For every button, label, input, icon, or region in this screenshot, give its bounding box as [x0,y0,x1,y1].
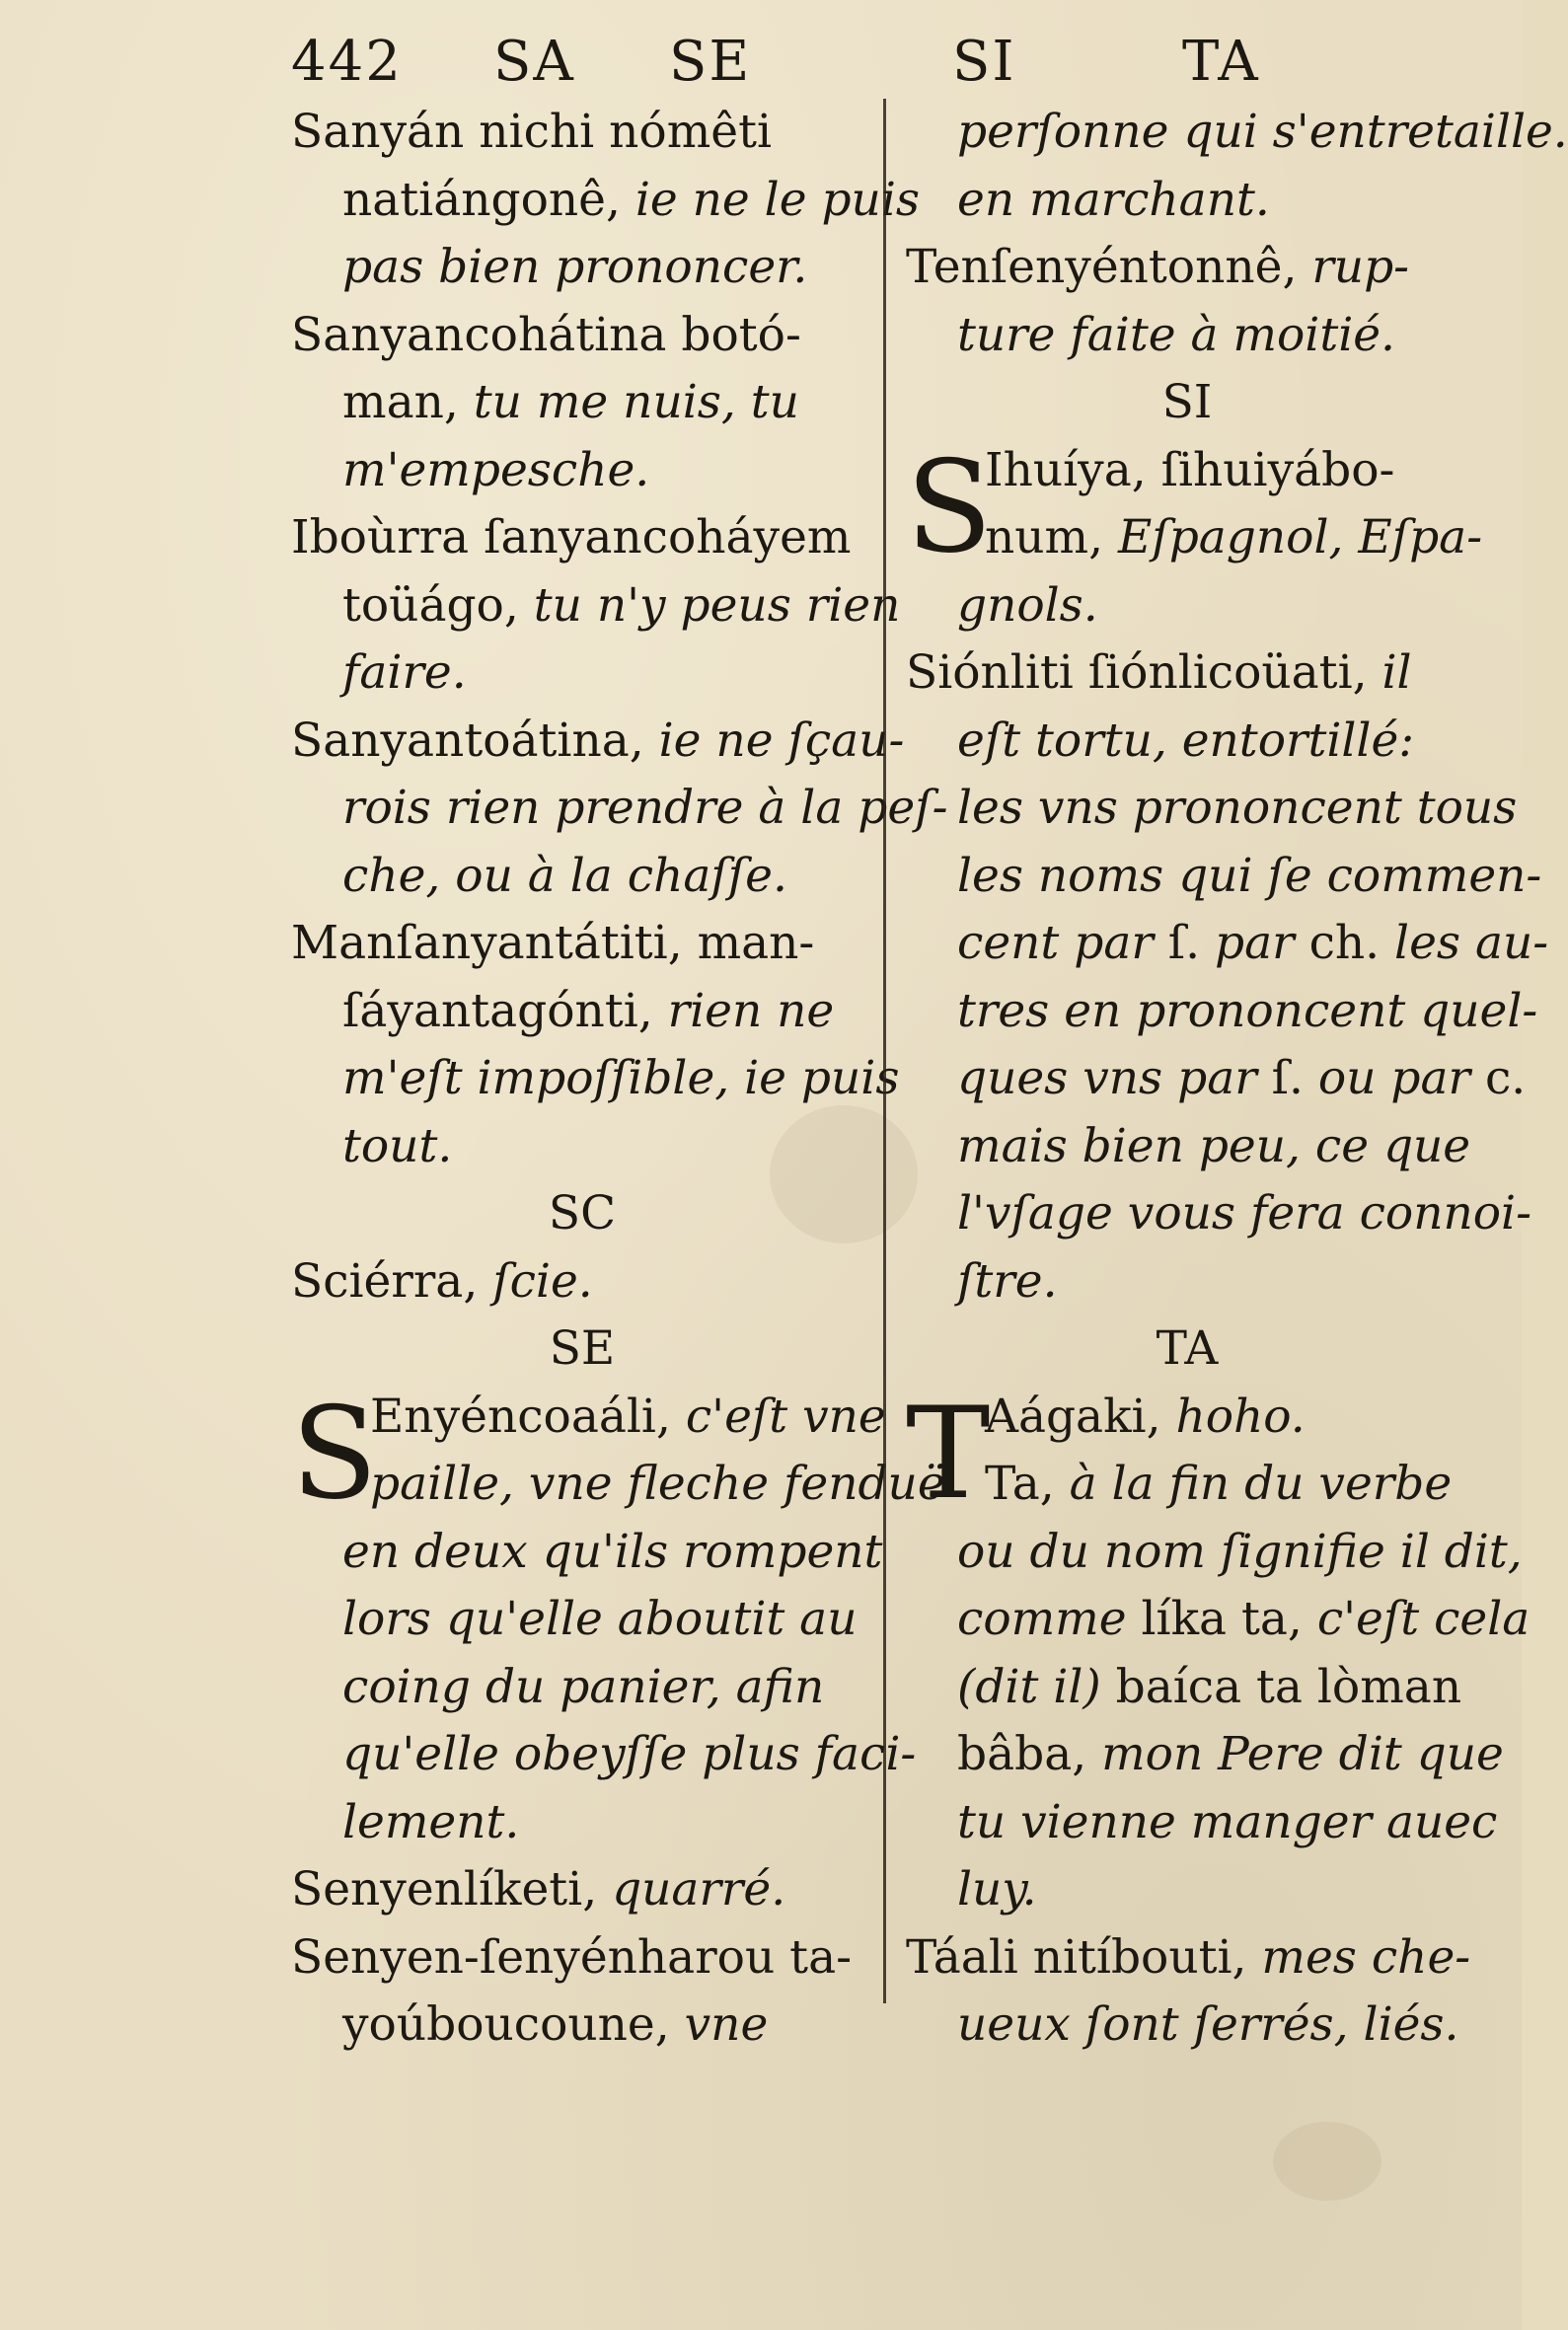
french-gloss: vne [684,1997,769,2052]
section-heading [906,369,1468,437]
headword-text: Sciérra, [291,1253,493,1309]
french-gloss: faire. [342,645,467,700]
drop-cap: S [291,1380,378,1528]
headword-text: SE [549,1321,616,1376]
text-line [906,504,1483,572]
french-gloss: paille, vne fleche fenduë [370,1457,945,1511]
text-line [906,1451,1468,1519]
french-gloss: cent par [957,916,1168,970]
text-line [291,1045,900,1113]
text-line [906,1180,1531,1248]
french-gloss: (dit il) [957,1659,1116,1714]
headword-text: Manſanyantátiti, man- [291,916,815,970]
headword-text: num, [985,510,1118,564]
french-gloss: rois rien prendre à la peſ- [342,781,948,835]
french-gloss: perſonne qui s'entretaille. [957,105,1568,159]
headword-text: Sanyán nichi nómêti [291,105,773,159]
header-left-1: SA [493,30,575,94]
text-line [906,1248,1468,1316]
french-gloss: hoho. [1175,1389,1306,1444]
headword-text: Aágaki, [985,1389,1176,1444]
text-line [291,1992,873,2060]
text-line [291,234,873,302]
text-line [291,910,873,978]
text-line [291,1519,883,1587]
text-line [906,572,1468,640]
section-heading [906,1315,1468,1384]
text-line [906,1586,1531,1654]
headword-text: Senyen-ſenyénharou ta- [291,1929,852,1985]
headword-text: líka ta, [1141,1592,1317,1646]
text-line [906,775,1518,843]
text-line [291,1924,873,1992]
headword-text: Enyéncoaáli, [370,1389,686,1444]
headword-text: c. [1484,1051,1527,1105]
header-right-1: SI [952,30,1016,94]
french-gloss: les au- [1380,916,1549,970]
text-line [906,1924,1471,1992]
text-line [291,1248,873,1316]
text-line [291,1113,873,1181]
headword-text: yoúboucoune, [342,1997,685,2052]
page-number: 442 [291,30,403,94]
headword-text: Táali nitíbouti, [906,1929,1262,1985]
text-line [291,1856,873,1924]
text-line [291,437,873,505]
french-gloss: ſcie. [492,1253,593,1309]
french-gloss: ques vns par [957,1051,1272,1105]
headword-text: SI [1161,375,1213,429]
text-line [906,978,1538,1046]
french-gloss: eſt tortu, entortillé: [957,713,1415,768]
french-gloss: ie ne ſçau- [658,713,905,768]
column-divider [883,99,886,2003]
text-line [291,708,905,776]
french-gloss: l'vſage vous fera connoi- [957,1186,1531,1240]
header-right-2: TA [1182,30,1260,94]
section-heading [291,1180,873,1248]
french-gloss: ie ne le puis [635,172,920,227]
french-gloss: les noms qui ſe commen- [957,848,1542,903]
headword-text: ſ. [1271,1051,1304,1105]
headword-text: Iboùrra ſanyancoháyem [291,510,852,564]
headword-text: baíca ta lòman [1115,1659,1462,1714]
french-gloss: Eſpagnol, Eſpa- [1118,510,1483,564]
french-gloss: pas bien prononcer. [342,240,808,294]
text-line [291,1586,873,1654]
section-heading [291,1315,873,1384]
drop-cap: S [906,433,993,581]
text-line [906,302,1468,370]
text-line [291,639,873,708]
headword-text: man, [342,375,474,429]
text-line [291,1721,917,1789]
french-gloss: mes che- [1261,1929,1471,1985]
french-gloss: mon Pere dit que [1101,1727,1504,1781]
paper-stain [1273,2122,1381,2201]
french-gloss: m'empesche. [342,442,650,497]
french-gloss: c'eſt vne [685,1389,886,1444]
french-gloss: rup- [1311,240,1410,294]
headword-text: ch. [1308,916,1381,970]
french-gloss: à la fin du verbe [1069,1457,1453,1511]
french-gloss: che, ou à la chaſſe. [342,848,787,903]
text-line [291,302,873,370]
french-gloss: tres en prononcent quel- [957,983,1538,1038]
header-left-2: SE [669,30,752,94]
text-line [906,708,1468,776]
text-line [291,843,873,911]
headword-text: Sanyantoátina, [291,713,659,768]
french-gloss: les vns prononcent tous [957,781,1518,835]
text-line [906,234,1468,302]
headword-text: Siónliti ſiónlicoüati, [906,645,1382,700]
headword-text: SC [548,1186,617,1240]
headword-text: Ta, [985,1457,1070,1511]
text-line [906,99,1568,167]
text-line [906,1721,1504,1789]
headword-text: ſáyantagónti, [342,983,668,1038]
french-gloss: ueux ſont ſerrés, liés. [957,1997,1459,2052]
text-line [906,639,1468,708]
text-line [291,167,920,235]
french-gloss: ou du nom ſignifie il dit, [957,1524,1523,1579]
headword-text: bâba, [957,1727,1102,1781]
french-gloss: lors qu'elle aboutit au [342,1592,858,1646]
headword-text: Sanyancohátina botó- [291,307,801,362]
right-column [906,99,1568,2060]
french-gloss: tu n'y peus rien [533,577,901,633]
text-line [906,1519,1523,1587]
text-line [906,167,1468,235]
french-gloss: rien ne [667,983,835,1038]
french-gloss: quarré. [612,1862,786,1917]
text-line [906,1654,1468,1722]
text-line [291,1451,945,1519]
headword-text: Ihuíya, ſihuiyábo- [985,442,1395,497]
text-line [906,1789,1498,1857]
text-line [906,910,1549,978]
french-gloss: m'eſt impoſſible, ie puis [342,1051,900,1105]
text-line [906,1856,1468,1924]
text-line [291,99,873,167]
drop-cap: T [906,1380,991,1528]
text-line [906,1045,1527,1113]
text-line [291,572,901,640]
text-line [291,369,873,437]
french-gloss: gnols. [957,577,1098,633]
text-line [291,1789,873,1857]
headword-text: Senyenlíketi, [291,1862,613,1917]
french-gloss: mais bien peu, ce que [957,1118,1471,1173]
text-line [291,978,873,1046]
french-gloss: en deux qu'ils rompent [342,1524,883,1579]
french-gloss: c'eſt cela [1316,1592,1531,1646]
french-gloss: coing du panier, afin [342,1659,825,1714]
headword-text: ſ. [1167,916,1201,970]
french-gloss: par [1200,916,1309,970]
french-gloss: comme [957,1592,1142,1646]
headword-text: natiángonê, [342,172,635,227]
french-gloss: en marchant. [957,172,1270,227]
text-line [291,775,948,843]
text-line [906,1113,1471,1181]
running-header [0,30,1522,99]
french-gloss: ture faite à moitié. [957,307,1395,362]
text-line [291,504,873,572]
text-line [906,843,1542,911]
text-line [291,1654,873,1722]
text-line [906,1992,1468,2060]
headword-text: Tenſenyéntonnê, [906,240,1312,294]
french-gloss: tout. [342,1118,453,1173]
french-gloss: tu vienne manger auec [957,1794,1498,1849]
french-gloss: il [1381,645,1412,700]
left-column [291,99,948,2060]
french-gloss: lement. [342,1794,520,1849]
french-gloss: luy. [957,1862,1037,1917]
french-gloss: qu'elle obeyſſe plus faci- [342,1727,917,1781]
french-gloss: ſtre. [957,1253,1058,1309]
headword-text: TA [1156,1321,1219,1376]
french-gloss: tu me nuis, tu [473,375,799,429]
french-gloss: ou par [1303,1051,1485,1105]
headword-text: toüágo, [342,577,534,633]
